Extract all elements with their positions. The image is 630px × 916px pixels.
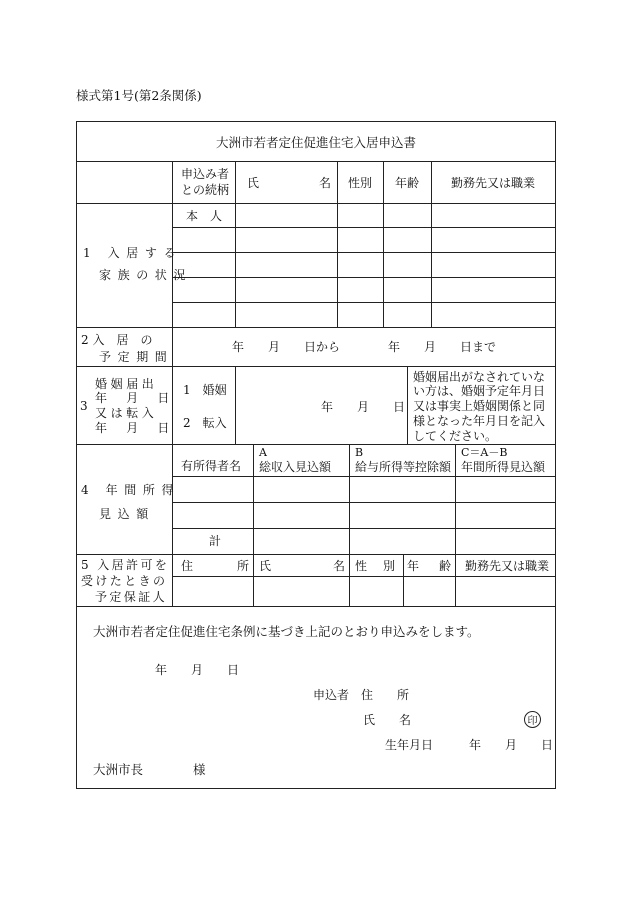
rule (235, 366, 236, 444)
guarantor-address-header: 所 (237, 559, 250, 573)
marriage-note: い方は、婚姻予定年月日 (413, 384, 546, 398)
rule (455, 444, 456, 554)
income-holder-header: 有所得者名 (181, 459, 242, 473)
form-title: 大洲市若者定住促進住宅入居申込書 (215, 134, 416, 150)
marriage-note: 様となった年月日を記入 (413, 414, 546, 428)
age-header: 年齢 (394, 175, 419, 190)
rule (253, 444, 254, 554)
guarantor-sex-header: 別 (383, 559, 396, 573)
guarantor-name-header: 名 (333, 559, 346, 573)
income-label: 見込額 (99, 507, 155, 521)
marriage-label: 又は転入 (95, 406, 158, 420)
column-c-mark: C＝A－B (461, 446, 508, 459)
guarantor-label: 5 入居許可を (81, 558, 170, 572)
form-number-label: 様式第1号(第2条関係) (76, 88, 202, 103)
option-marriage: 1 婚姻 (183, 383, 227, 397)
rule (235, 161, 236, 327)
guarantor-name-header: 氏 (259, 559, 272, 573)
marriage-date: 年 月 日 (321, 400, 406, 414)
rule (173, 528, 555, 529)
work-header: 勤務先又は職業 (450, 175, 535, 190)
rule (77, 203, 555, 204)
rule (172, 161, 173, 606)
income-total-label: 計 (209, 534, 222, 548)
rule (173, 576, 555, 577)
rule (349, 554, 350, 606)
rule (77, 444, 555, 445)
rule (173, 302, 555, 303)
applicant-name-label: 氏 名 (363, 713, 412, 727)
relation-header: 申込み者 (181, 167, 230, 181)
schedule-label: 予定期間 (99, 350, 174, 364)
marriage-note: 婚姻届出がなされていな (413, 370, 546, 384)
rule (173, 277, 555, 278)
option-move-in: 2 転入 (183, 416, 227, 430)
column-c-header: 年間所得見込額 (461, 460, 546, 474)
marriage-label: 婚姻届出 (95, 377, 158, 391)
rule (77, 606, 555, 607)
rule (253, 554, 254, 606)
schedule-label: 2 入 居 の (81, 333, 153, 347)
rule (349, 444, 350, 554)
birth-date-label: 生年月日 年 月 日 (385, 738, 554, 752)
guarantor-age-header: 年 (407, 559, 420, 573)
rule (173, 476, 555, 477)
sex-header: 性別 (347, 175, 372, 190)
column-b-header: 給与所得等控除額 (355, 460, 452, 474)
column-a-header: 総収入見込額 (259, 460, 332, 474)
schedule-period: 年 月 日から 年 月 日まで (231, 340, 496, 354)
guarantor-work-header: 勤務先又は職業 (465, 559, 550, 573)
rule (77, 366, 555, 367)
guarantor-label: 予定保証人 (95, 590, 168, 604)
rule (173, 252, 555, 253)
guarantor-label: 受けたときの (81, 574, 168, 588)
rule (403, 554, 404, 606)
marriage-label: 年 月 日 (95, 391, 174, 405)
marriage-number: 3 (80, 399, 88, 413)
addressee: 大洲市長 様 (93, 762, 206, 777)
section-family-label: 1 入居する (83, 246, 183, 260)
application-form (76, 121, 556, 789)
column-b-mark: B (355, 446, 364, 459)
relation-header: との続柄 (181, 183, 230, 197)
marriage-note: してください。 (413, 429, 498, 443)
marriage-label: 年 月 日 (95, 421, 174, 435)
seal-icon: 印 (524, 711, 541, 728)
rule (173, 502, 555, 503)
section-family-label: 家族の状況 (99, 268, 193, 282)
name-header: 名 (319, 176, 332, 190)
column-a-mark: A (259, 446, 267, 459)
name-header: 氏 (247, 176, 260, 190)
income-label: 4 年間所得 (81, 483, 181, 497)
marriage-note: 又は事実上婚姻関係と同 (413, 399, 546, 413)
guarantor-age-header: 齢 (439, 559, 452, 573)
rule (173, 227, 555, 228)
rule (455, 554, 456, 606)
guarantor-sex-header: 性 (355, 559, 368, 573)
rule (77, 554, 555, 555)
applicant-address-label: 申込者 住 所 (313, 688, 410, 702)
declaration-date: 年 月 日 (155, 663, 240, 677)
self-label: 本 人 (185, 208, 222, 223)
guarantor-address-header: 住 (181, 559, 194, 573)
rule (407, 366, 408, 444)
declaration-statement: 大洲市若者定住促進住宅条例に基づき上記のとおり申込みをします。 (93, 624, 480, 639)
